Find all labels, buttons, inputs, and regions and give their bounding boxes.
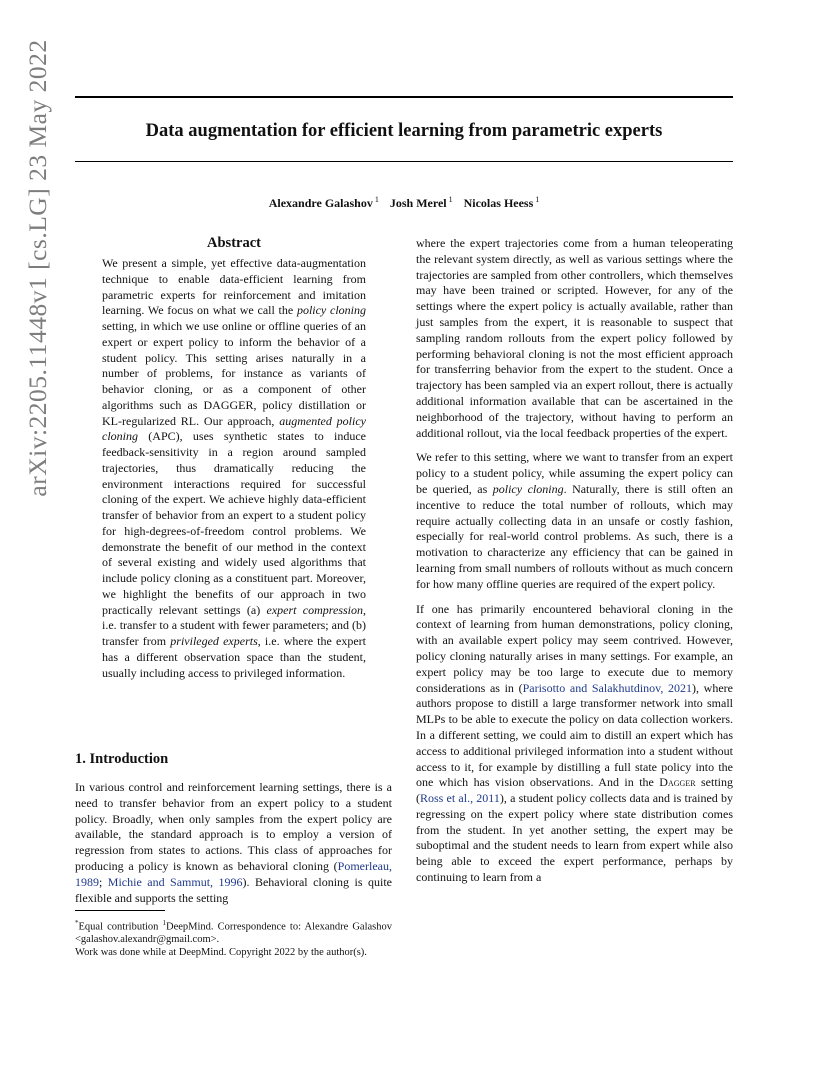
abstract-emphasis: privileged experts bbox=[170, 634, 258, 648]
footnote-text: Equal contribution bbox=[78, 921, 163, 933]
abstract-text-run: We present a simple, yet effective data-augmentation technique to enable data-efficient learning from parametric experts for reinforcement and imitation learning. We focus on what we call the bbox=[102, 256, 366, 318]
citation-link[interactable]: Michie and Sammut, 1996 bbox=[107, 874, 243, 889]
abstract-emphasis: policy cloning bbox=[296, 303, 366, 318]
body-paragraph: where the expert trajectories come from a human teleoperating the relevant system directly, as well as various settings where the trajectories are sampled from other controllers, which themselves may have been trained or scripted. However, for any of the settings where the expert policy is actually available, rather than just samples from the expert, it is reasonable to suspect that sampling random rollouts from the expert policy followed by performing behavioral cloning is not the most efficient approach for transferring behavior from the expert to the student. Once a trajectory has been sampled via an expert rollout, there is actually additional information available that can be ascertained in the neighborhood of the trajectory, without having to perform an additional rollout, via the local feedback properties of the expert. bbox=[416, 236, 733, 440]
author-name: Nicolas Heess bbox=[463, 196, 534, 210]
footnote-mark: 1 bbox=[162, 919, 166, 927]
author-list bbox=[75, 192, 733, 211]
author bbox=[390, 196, 453, 210]
abstract-emphasis: augmented policy cloning bbox=[102, 413, 366, 444]
abstract-text-run: setting, in which we use online or offline queries of an expert or expert policy to inform the behavior of a student policy. This setting arises naturally in a number of problems, for instance as variants of behavior cloning, or as a component of other algorithms such as DAGGER, policy distillation or KL-regularized RL. Our approach, bbox=[102, 319, 366, 428]
introduction-body bbox=[75, 780, 392, 906]
introduction-heading: 1. Introduction bbox=[75, 751, 169, 767]
intro-text-run: In various control and reinforcement learning settings, there is a need to transfer behavior from an expert policy to a student policy. Broadly, when only samples from the expert policy are available, the standard approach is to employ a version of regression from states to actions. This class of approaches for producing a policy is known as behavioral cloning ( bbox=[75, 780, 392, 873]
paper-title: Data augmentation for efficient learning from parametric experts bbox=[145, 121, 663, 141]
title-top-rule bbox=[75, 96, 733, 98]
author-affiliation-mark: 1 bbox=[535, 195, 540, 204]
abstract-text-run: (APC), uses synthetic states to induce feedback-sensitivity in a region around sampled trajectories, thus dramatically reducing the environment interactions required for successful cloning of the expert. We achieve highly data-efficient transfer of behavior from an expert to a student policy for high-degrees-of-freedom control problems. We demonstrate the benefit of our method in the context of several existing and widely used algorithms that include policy cloning as a constituent part. Moreover, we highlight the benefits of our approach in two practically relevant settings (a) bbox=[102, 429, 366, 617]
arxiv-identifier-stamp: arXiv:2205.11448v1 [cs.LG] 23 May 2022 bbox=[23, 39, 52, 497]
footnote-mark: * bbox=[75, 919, 79, 927]
abstract-heading: Abstract bbox=[207, 235, 261, 251]
body-text-run: setting ( bbox=[416, 775, 734, 806]
intro-text-run: ; bbox=[99, 874, 108, 889]
intro-text-run: ). Behavioral cloning is quite flexible and supports the setting bbox=[75, 874, 392, 905]
body-paragraph bbox=[416, 602, 733, 886]
right-column bbox=[416, 236, 733, 895]
abstract-body bbox=[102, 256, 366, 681]
body-text-run: We refer to this setting, where we want to transfer from an expert policy to a student policy, while assuming the expert policy can be queried, as bbox=[416, 450, 733, 496]
author-affiliation-mark: 1 bbox=[448, 195, 453, 204]
author bbox=[464, 196, 540, 210]
body-text-run: ), where authors propose to distill a large transformer network into small MLPs to be able to execute the policy on data collection workers. In a different setting, we could aim to distill an expert which has access to additional privileged information into a student without access to it, for example by distilling a full state policy into the one which has vision observations. And in the D bbox=[416, 680, 733, 790]
abstract-text-run: , i.e. where the expert has a different observation space than the student, usually including access to privileged information. bbox=[102, 634, 366, 680]
body-text-run: . Naturally, there is still often an incentive to reduce the total number of rollouts, which may require actually collecting data in an unsafe or costly fashion, especially for real-world control problems. As such, there is a motivation to characterize any efficiency that can be gained in learning from small numbers of rollouts without as much concern for how many offline queries are required of the expert policy. bbox=[416, 481, 733, 591]
body-text-run: If one has primarily encountered behavioral cloning in the context of learning from human demonstrations, policy cloning, with an available expert policy may seem contrived. However, policy cloning naturally arises in many settings. For example, an expert policy may be too large to execute due to memory considerations as in ( bbox=[416, 601, 733, 695]
citation-link[interactable]: Parisotto and Salakhutdinov, 2021 bbox=[522, 680, 693, 695]
copyright-footnote: Work was done while at DeepMind. Copyright 2022 by the author(s). bbox=[75, 947, 367, 959]
author-name: Josh Merel bbox=[389, 196, 447, 210]
body-text-run: ), a student policy collects data and is trained by regressing on the expert policy where state distribution comes from the student. In yet another setting, the expert may be suboptimal and the student needs to learn from expert while also being able to exceed the expert performance, perhaps by continuing to learn from a bbox=[416, 791, 734, 885]
footnotes bbox=[75, 917, 392, 960]
body-emphasis: policy cloning bbox=[492, 481, 564, 496]
abstract-emphasis: expert compression bbox=[266, 602, 364, 617]
affiliation-footnote bbox=[75, 917, 392, 947]
body-paragraph bbox=[416, 450, 733, 592]
abstract-text-run: , i.e. transfer to a student with fewer parameters; and (b) transfer from bbox=[102, 602, 367, 648]
footnote-text: DeepMind. Correspondence to: Alexandre Galashov <galashov.alexandr@gmail.com>. bbox=[75, 921, 392, 946]
author-affiliation-mark: 1 bbox=[374, 195, 379, 204]
author-name: Alexandre Galashov bbox=[268, 196, 373, 210]
footnote-rule bbox=[75, 910, 165, 911]
dagger-small-caps: agger bbox=[667, 775, 696, 790]
author bbox=[269, 196, 379, 210]
title-bottom-rule bbox=[75, 161, 733, 162]
citation-link[interactable]: Pomerleau, 1989 bbox=[75, 858, 392, 889]
citation-link[interactable]: Ross et al., 2011 bbox=[420, 791, 500, 806]
